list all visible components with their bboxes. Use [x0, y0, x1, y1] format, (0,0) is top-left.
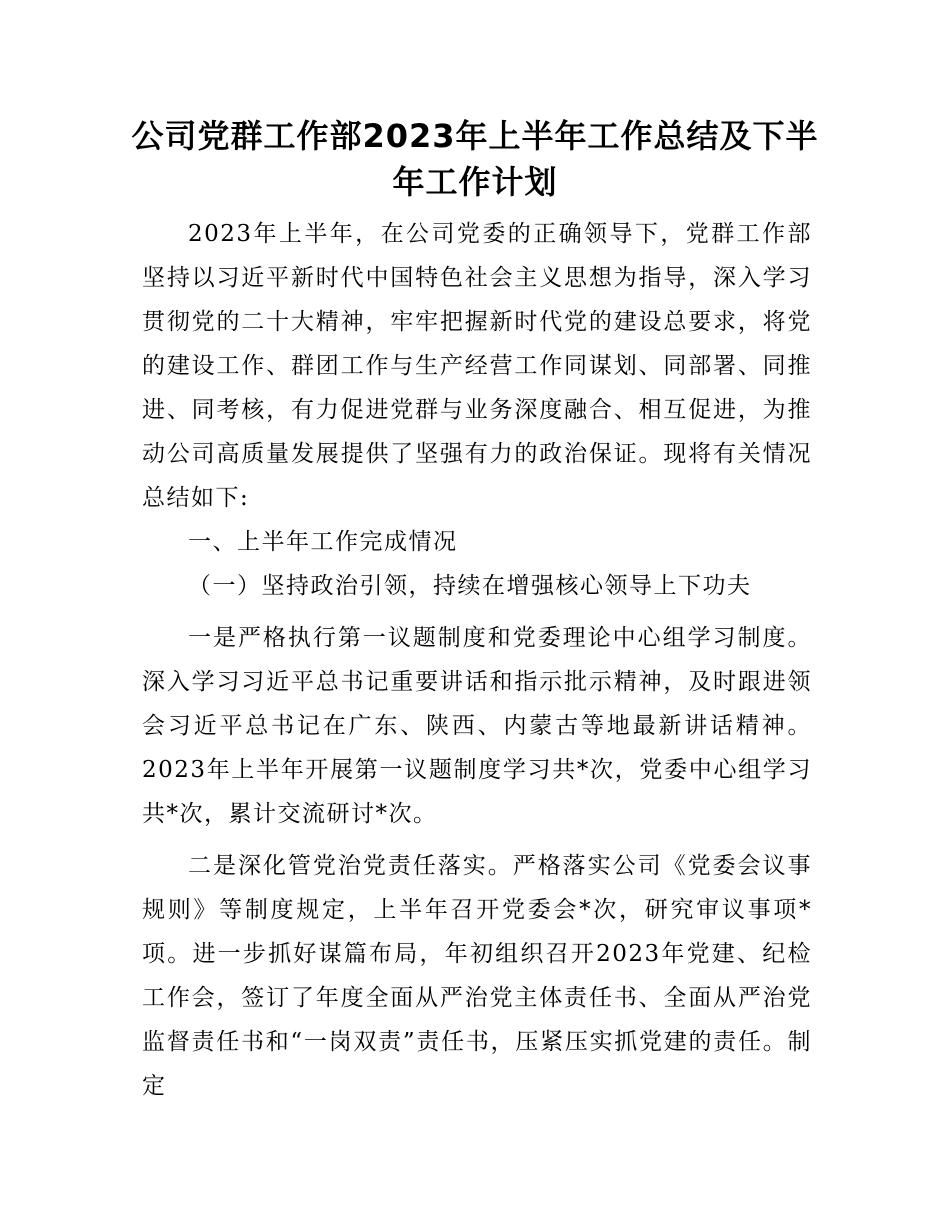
intro-paragraph: 2023年上半年，在公司党委的正确领导下，党群工作部坚持以习近平新时代中国特色社会主义思想为指导，深入学习贯彻党的二十大精神，牢牢把握新时代党的建设总要求，将党的建设工作、群团工作与生产经营工作同谋划、同部署、同推进、同考核，有力促进党群与业务深度融合、相互促进，为推动公司高质量发展提供了坚强有力的政治保证。现将有关情况总结如下: [142, 221, 812, 511]
paragraph-1: 一是严格执行第一议题制度和党委理论中心组学习制度。深入学习习近平总书记重要讲话和指示批示精神，及时跟进领会习近平总书记在广东、陕西、内蒙古等地最新讲话精神。2023年上半年开展第一议题制度学习共*次，党委中心组学习共*次，累计交流研讨*次。 [142, 625, 812, 827]
document-title-line-2: 年工作计划 [392, 163, 558, 201]
section-heading-1: 一、上半年工作完成情况 [188, 529, 458, 555]
document-body [142, 212, 812, 1108]
paragraph-2: 二是深化管党治党责任落实。严格落实公司《党委会议事规则》等制度规定，上半年召开党委会*次，研究审议事项*项。进一步抓好谋篇布局，年初组织召开2023年党建、纪检工作会，签订了年度全面从严治党主体责任书、全面从严治党监督责任书和“一岗双责”责任书，压紧压实抓党建的责任。制定 [142, 853, 812, 1099]
subsection-heading-1: （一）坚持政治引领，持续在增强核心领导上下功夫 [188, 573, 752, 599]
document-title-line-1: 公司党群工作部2023年上半年工作总结及下半 [131, 117, 819, 155]
